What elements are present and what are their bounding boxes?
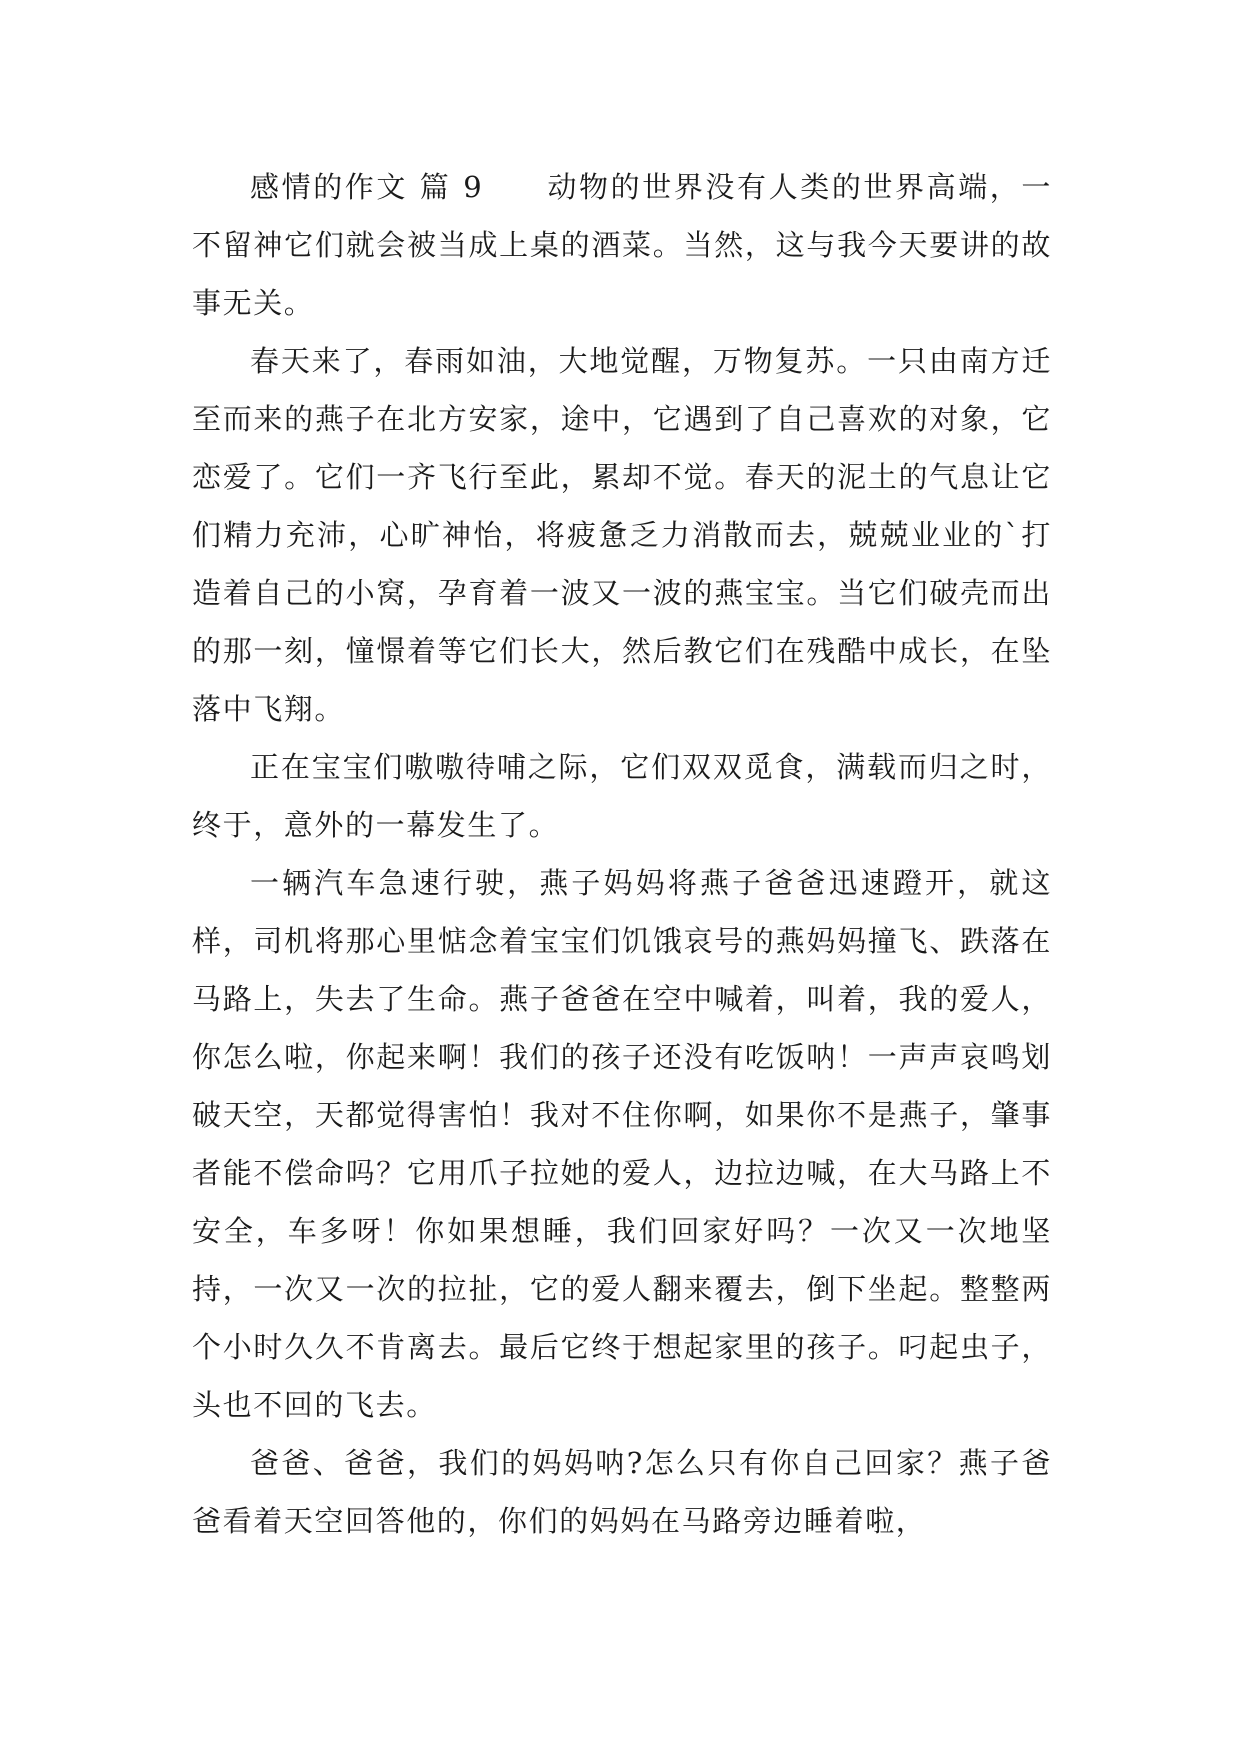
paragraph-3: 正在宝宝们嗷嗷待哺之际，它们双双觅食，满载而归之时，终于，意外的一幕发生了。 [192, 750, 1052, 842]
document-body [192, 158, 1052, 1550]
paragraph-5: 爸爸、爸爸，我们的妈妈呐?怎么只有你自己回家？燕子爸爸看着天空回答他的，你们的妈妈在马路旁边睡着啦， [192, 1446, 1052, 1538]
paragraph-2: 春天来了，春雨如油，大地觉醒，万物复苏。一只由南方迁至而来的燕子在北方安家，途中，它遇到了自己喜欢的对象，它恋爱了。它们一齐飞行至此，累却不觉。春天的泥土的气息让它们精力充沛，心旷神怡，将疲惫乏力消散而去，兢兢业业的`打造着自己的小窝，孕育着一波又一波的燕宝宝。当它们破壳而出的那一刻，憧憬着等它们长大，然后教它们在残酷中成长，在坠落中飞翔。 [192, 344, 1052, 726]
paragraph-4: 一辆汽车急速行驶，燕子妈妈将燕子爸爸迅速蹬开，就这样，司机将那心里惦念着宝宝们饥饿哀号的燕妈妈撞飞、跌落在马路上，失去了生命。燕子爸爸在空中喊着，叫着，我的爱人，你怎么啦，你起来啊！我们的孩子还没有吃饭呐！一声声哀鸣划破天空，天都觉得害怕！我对不住你啊，如果你不是燕子，肇事者能不偿命吗？它用爪子拉她的爱人，边拉边喊，在大马路上不安全，车多呀！你如果想睡，我们回家好吗？一次又一次地坚持，一次又一次的拉扯，它的爱人翻来覆去，倒下坐起。整整两个小时久久不肯离去。最后它终于想起家里的孩子。叼起虫子，头也不回的飞去。 [192, 866, 1052, 1422]
paragraph-1: 感情的作文 篇 9 动物的世界没有人类的世界高端，一不留神它们就会被当成上桌的酒菜。当然，这与我今天要讲的故事无关。 [192, 170, 1052, 320]
